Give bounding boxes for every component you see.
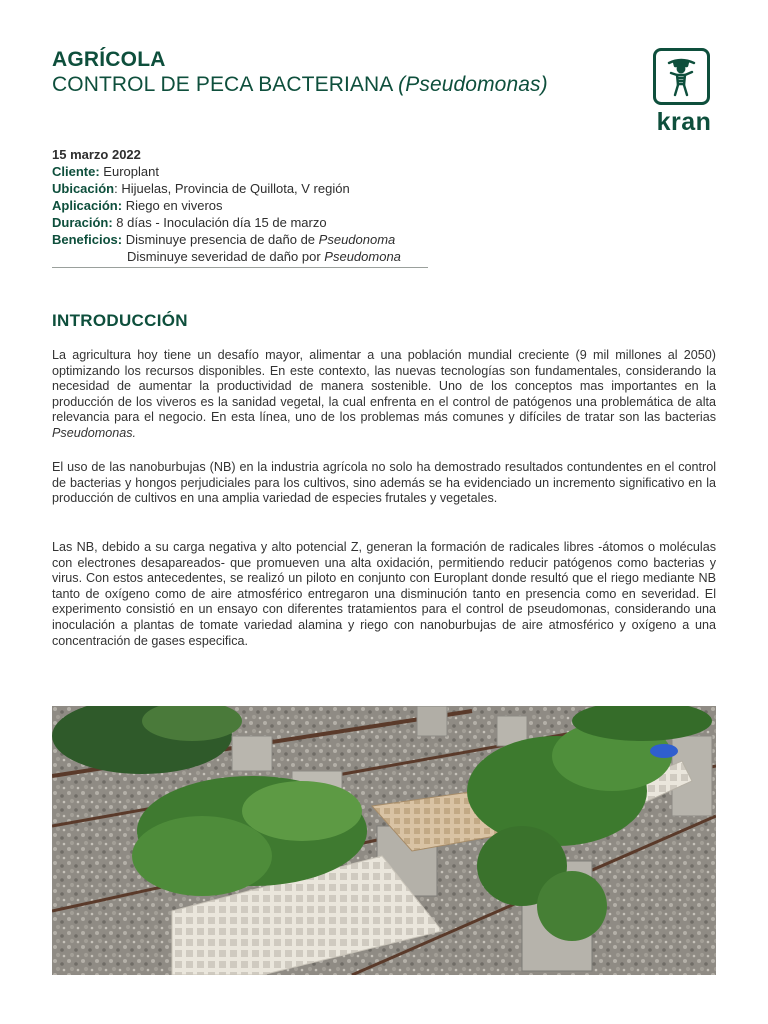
- client-value: Europlant: [103, 164, 159, 179]
- report-date: 15 marzo 2022: [52, 147, 141, 162]
- nursery-photo: [52, 706, 716, 975]
- location-label: Ubicación: [52, 181, 115, 196]
- application-row: [52, 197, 401, 214]
- benefit-1-species: Pseudonoma: [318, 232, 396, 247]
- section-heading: INTRODUCCIÓN: [52, 311, 188, 330]
- date-row: [52, 146, 401, 163]
- client-row: [52, 163, 401, 180]
- benefits-row: [52, 231, 401, 248]
- person-figure-icon: [656, 51, 707, 102]
- paragraph-1-species: Pseudomonas.: [52, 425, 137, 440]
- divider: [52, 267, 428, 268]
- logo-frame: [653, 48, 710, 105]
- application-value: Riego en viveros: [125, 198, 223, 213]
- project-info: [52, 146, 401, 265]
- subtitle-text: CONTROL DE PECA BACTERIANA: [52, 73, 393, 96]
- benefit-1-text: Disminuye presencia de daño de: [125, 232, 316, 247]
- duration-label: Duración:: [52, 215, 113, 230]
- duration-value: 8 días - Inoculación día 15 de marzo: [116, 215, 327, 230]
- kran-logo: [650, 48, 718, 138]
- location-value: Hijuelas, Provincia de Quillota, V región: [121, 181, 350, 196]
- client-label: Cliente:: [52, 164, 100, 179]
- page-subtitle: [52, 72, 548, 98]
- benefit-2-text: Disminuye severidad de daño por: [127, 249, 321, 264]
- paragraph-1-text: La agricultura hoy tiene un desafío mayor, alimentar a una población mundial creciente (9 mil millones al 2050) optimizando los recursos disponibles. En este contexto, las nuevas tecnologías son fundamentales, considerando la necesidad de aumentar la productividad de manera sostenible. Uno de los conceptos mas importantes en la producción de los viveros es la sanidad vegetal, la cual enfrenta en el control de patógenos una problemática de alta relevancia para el negocio. En esta línea, uno de los problemas más comunes y difíciles de tratar son las bacterias: [52, 348, 716, 425]
- benefit-2-species: Pseudomona: [324, 249, 401, 264]
- intro-paragraph-3: Las NB, debido a su carga negativa y alto potencial Z, generan la formación de radicales libres -átomos o moléculas con electrones desapareados- que promueven una alta oxidación, permitiendo reducir patógenos como bacterias y virus. Con estos antecedentes, se realizó un piloto en conjunto con Europlant donde resultó que el riego mediante NB tanto de oxígeno como de aire atmosférico entregaron una disminución tanto en presencia como en severidad. El experimento consistió en un ensayo con diferentes tratamientos para el control de pseudomonas, considerando una inoculación a plantas de tomate variedad alamina y riego con nanoburbujas de aire atmosférico y oxígeno a una concentración de gases especifica.: [52, 540, 716, 648]
- application-label: Aplicación:: [52, 198, 123, 213]
- benefits-label: Beneficios:: [52, 232, 123, 247]
- page-title: AGRÍCOLA: [52, 48, 166, 71]
- benefit-2-row: [52, 248, 401, 265]
- intro-paragraph-1: [52, 348, 716, 442]
- location-row: Ubicación: Hijuelas, Provincia de Quillota, V región: [52, 181, 350, 196]
- subtitle-species: (Pseudomonas): [398, 73, 548, 96]
- duration-row: [52, 214, 401, 231]
- tomato-seedlings-image: [52, 706, 716, 975]
- logo-wordmark: kran: [656, 108, 712, 136]
- intro-paragraph-2: El uso de las nanoburbujas (NB) en la industria agrícola no solo ha demostrado resultados contundentes en el control de bacterias y hongos perjudiciales para los cultivos, sino además se ha evidenciado un incremento significativo en la producción de cultivos en una amplia variedad de especies frutales y vegetales.: [52, 460, 716, 506]
- title-block: [52, 48, 548, 98]
